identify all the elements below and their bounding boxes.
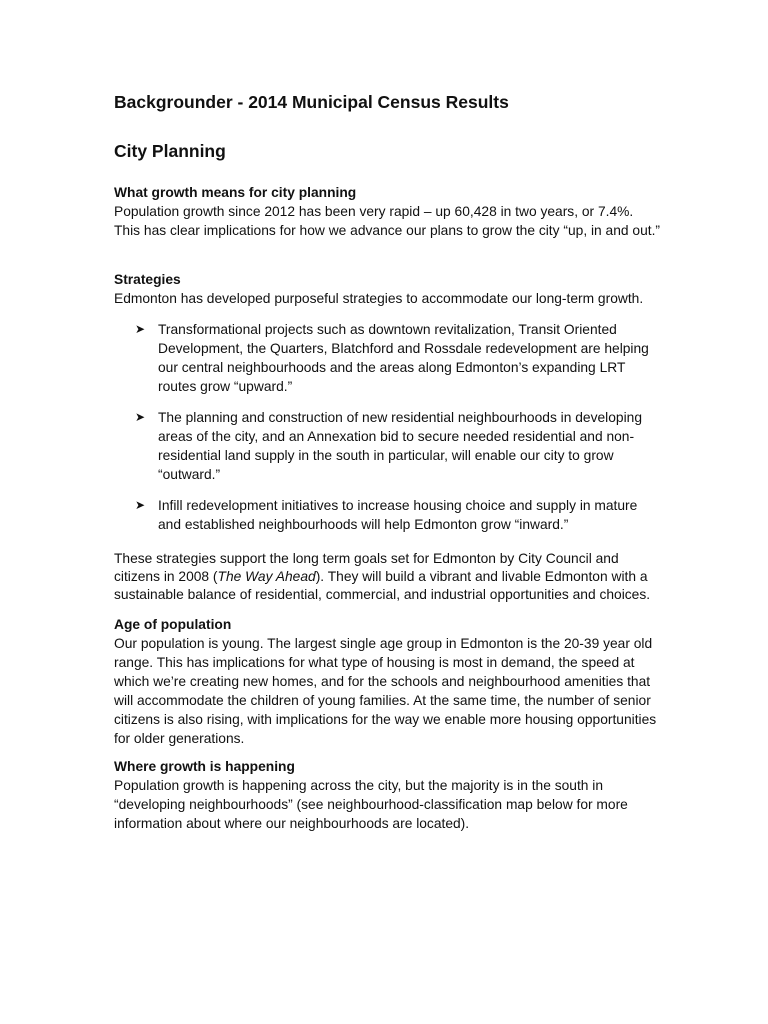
section-title: City Planning [114,141,226,161]
list-item [114,496,664,534]
right-arrowhead-icon: ➤ [135,498,146,512]
strategies-heading: Strategies [114,272,181,287]
where-paragraph: Population growth is happening across the city, but the majority is in the south in “developing neighbourhoods” (see neighbourhood-classification map below for more information about where our neighbourhoods are located). [114,778,628,831]
way-ahead-title: The Way Ahead [217,569,316,584]
list-item [114,320,664,396]
list-item [114,408,664,484]
bullet-text: Transformational projects such as downtown revitalization, Transit Oriented Development, the Quarters, Blatchford and Rossdale redevelopment are helping our central neighbourhoods and the areas along Edmonton’s expanding LRT routes grow “upward.” [158,322,649,394]
strategies-bullet-list [114,320,664,546]
right-arrowhead-icon: ➤ [135,322,146,336]
age-heading: Age of population [114,617,232,632]
bullet-text: Infill redevelopment initiatives to increase housing choice and supply in mature and established neighbourhoods will help Edmonton grow “inward.” [158,498,638,532]
strategies-intro: Edmonton has developed purposeful strategies to accommodate our long-term growth. [114,291,644,306]
right-arrowhead-icon: ➤ [135,410,146,424]
summary-text-start: These strategies support the long term goals set for Edmonton by City Council and citizens in 2008 ( [114,551,619,584]
growth-heading: What growth means for city planning [114,185,357,200]
where-section [114,757,660,833]
strategies-summary [114,550,666,604]
growth-section [114,183,660,240]
strategies-section [114,270,660,308]
age-section [114,615,660,748]
age-paragraph: Our population is young. The largest single age group in Edmonton is the 20-39 year old range. This has implications for what type of housing is most in demand, the speed at which we’re creating new homes, and for the schools and neighbourhood amenities that will accommodate the children of young families. At the same time, the number of senior citizens is also rising, with implications for the way we enable more housing opportunities for older generations. [114,636,657,746]
where-heading: Where growth is happening [114,759,295,774]
bullet-text: The planning and construction of new residential neighbourhoods in developing areas of the city, and an Annexation bid to secure needed residential and non-residential land supply in the south in particular, will enable our city to grow “outward.” [158,410,642,482]
growth-paragraph: Population growth since 2012 has been very rapid – up 60,428 in two years, or 7.4%. This has clear implications for how we advance our plans to grow the city “up, in and out.” [114,204,661,238]
summary-text-end: ). They will build a vibrant and livable Edmonton with a sustainable balance of residential, commercial, and industrial opportunities and choices. [114,569,651,602]
document-title: Backgrounder - 2014 Municipal Census Results [114,92,509,112]
strategies-summary-paragraph [114,550,666,604]
